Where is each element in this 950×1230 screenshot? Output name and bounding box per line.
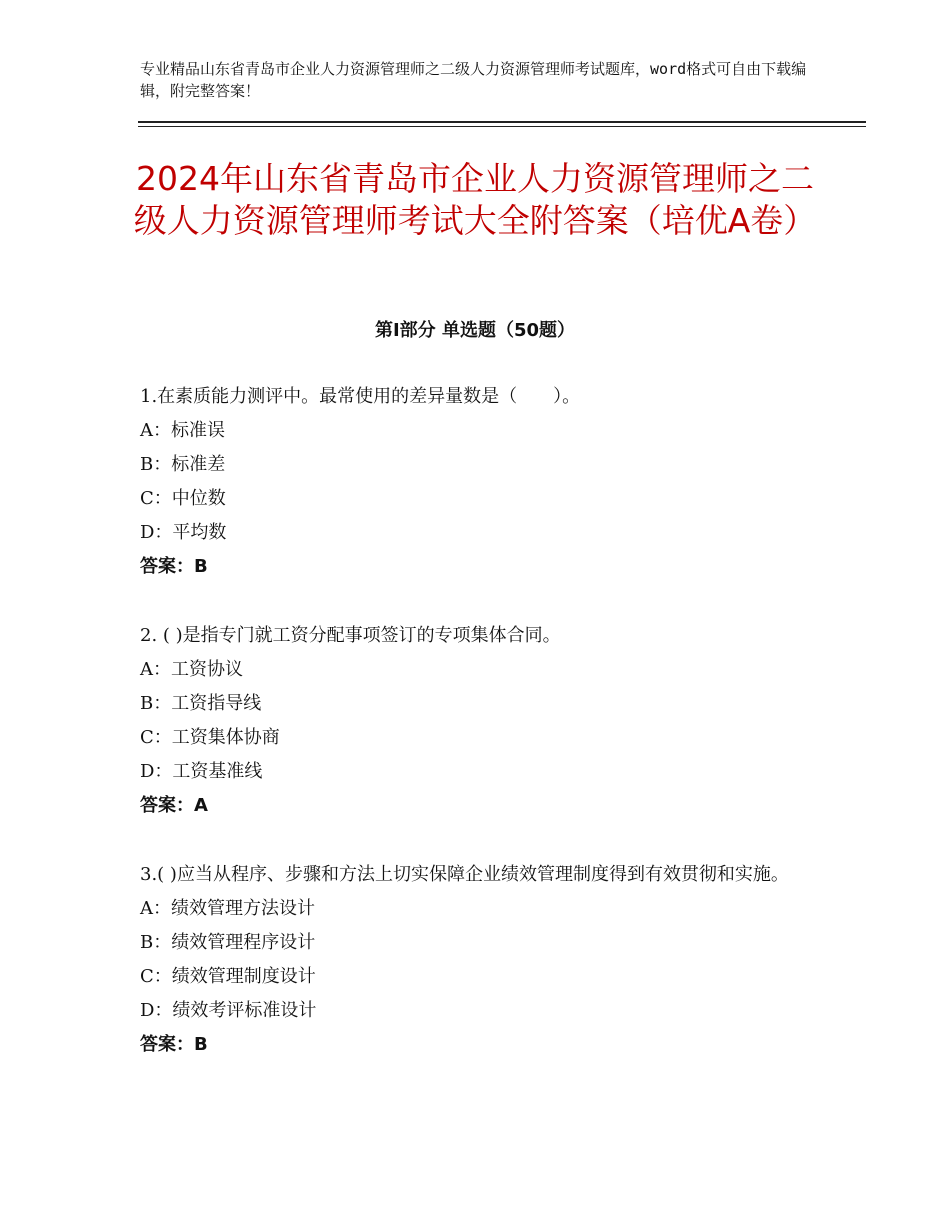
option-c: C：工资集体协商 bbox=[140, 727, 280, 748]
question-text: 2. ( )是指专门就工资分配事项签订的专项集体合同。 bbox=[140, 625, 561, 646]
header-note: 专业精品山东省青岛市企业人力资源管理师之二级人力资源管理师考试题库，word格式可自由下载编辑，附完整答案！ bbox=[140, 60, 807, 100]
answer: 答案：A bbox=[140, 795, 208, 816]
header-divider-thick bbox=[138, 121, 866, 123]
option-c: C：中位数 bbox=[140, 488, 226, 509]
option-a: A：工资协议 bbox=[140, 659, 243, 680]
question-3 bbox=[140, 858, 820, 1062]
question-text: 3.( )应当从程序、步骤和方法上切实保障企业绩效管理制度得到有效贯彻和实施。 bbox=[140, 864, 789, 885]
option-d: D：平均数 bbox=[140, 522, 227, 543]
option-d: D：工资基准线 bbox=[140, 761, 263, 782]
answer: 答案：B bbox=[140, 1034, 208, 1055]
question-text: 1.在素质能力测评中。最常使用的差异量数是（ ）。 bbox=[140, 386, 581, 407]
question-2 bbox=[140, 619, 820, 823]
option-a: A：标准误 bbox=[140, 420, 225, 441]
option-b: B：标准差 bbox=[140, 454, 226, 475]
option-b: B：绩效管理程序设计 bbox=[140, 932, 316, 953]
question-1 bbox=[140, 380, 820, 584]
option-a: A：绩效管理方法设计 bbox=[140, 898, 315, 919]
option-c: C：绩效管理制度设计 bbox=[140, 966, 316, 987]
section-title: 第Ⅰ部分 单选题（50题） bbox=[374, 320, 575, 341]
answer: 答案：B bbox=[140, 556, 208, 577]
option-b: B：工资指导线 bbox=[140, 693, 262, 714]
document-title: 2024年山东省青岛市企业人力资源管理师之二级人力资源管理师考试大全附答案（培优A卷） bbox=[133, 159, 817, 240]
option-d: D：绩效考评标准设计 bbox=[140, 1000, 317, 1021]
header-divider-thin bbox=[138, 126, 866, 127]
